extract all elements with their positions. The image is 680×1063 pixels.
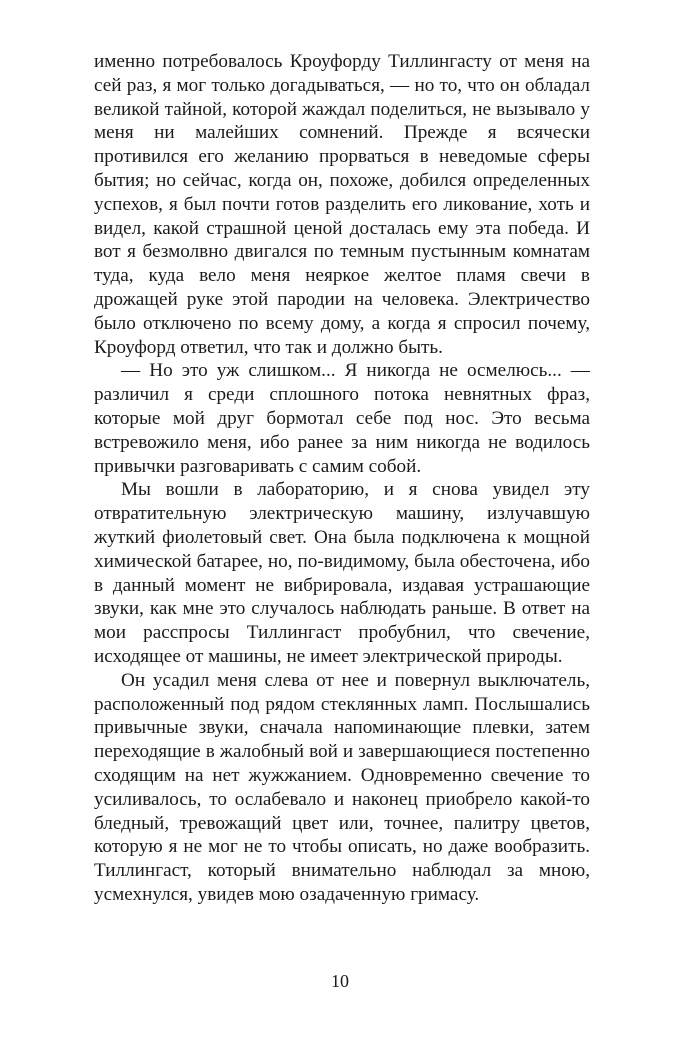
paragraph-3: Мы вошли в лабораторию, и я снова увидел эту отвратительную электрическую машину, излучавшую жуткий фиолетовый свет. Она была подключена к мощной химической батарее, но, по-видимому, была обесточена, ибо в данный момент не вибрировала, издавая устрашающие звуки, как мне это случалось наблюдать раньше. В ответ на мои расспросы Тиллингаст пробубнил, что свечение, исходящее от машины, не имеет электрической природы.: [94, 479, 590, 667]
paragraph-1: именно потребовалось Кроуфорду Тиллингасту от меня на сей раз, я мог только догадываться, — но то, что он обладал великой тайной, которой жаждал поделиться, не вызывало у меня ни малейших сомнений. Прежде я всячески противился его желанию прорваться в неведомые сферы бытия; но сейчас, когда он, похоже, добился определенных успехов, я был почти готов разделить его ликование, хоть и видел, какой страшной ценой досталась ему эта победа. И вот я безмолвно двигался по темным пустынным комнатам туда, куда вело меня неяркое желтое пламя свечи в дрожащей руке этой пародии на человека. Электричество было отключено по всему дому, а когда я спросил почему, Кроуфорд ответил, что так и должно быть.: [94, 51, 590, 358]
page-number: 10: [331, 971, 349, 991]
paragraph-4: Он усадил меня слева от нее и повернул выключатель, расположенный под рядом стеклянных ламп. Послышались привычные звуки, сначала напоминающие плевки, затем переходящие в жалобный вой и завершающиеся постепенно сходящим на нет жужжанием. Одновременно свечение то усиливалось, то ослабевало и наконец приобрело какой-то бледный, тревожащий цвет или, точнее, палитру цветов, которую я не мог не то чтобы описать, но даже вообразить. Тиллингаст, который внимательно наблюдал за мною, усмехнулся, увидев мою озадаченную гримасу.: [94, 669, 590, 905]
paragraph-2: — Но это уж слишком... Я никогда не осмелюсь... — различил я среди сплошного потока невнятных фраз, которые мой друг бормотал себе под нос. Это весьма встревожило меня, ибо ранее за ним никогда не водилось привычки разговаривать с самим собой.: [94, 360, 590, 477]
page-text: [94, 50, 590, 907]
